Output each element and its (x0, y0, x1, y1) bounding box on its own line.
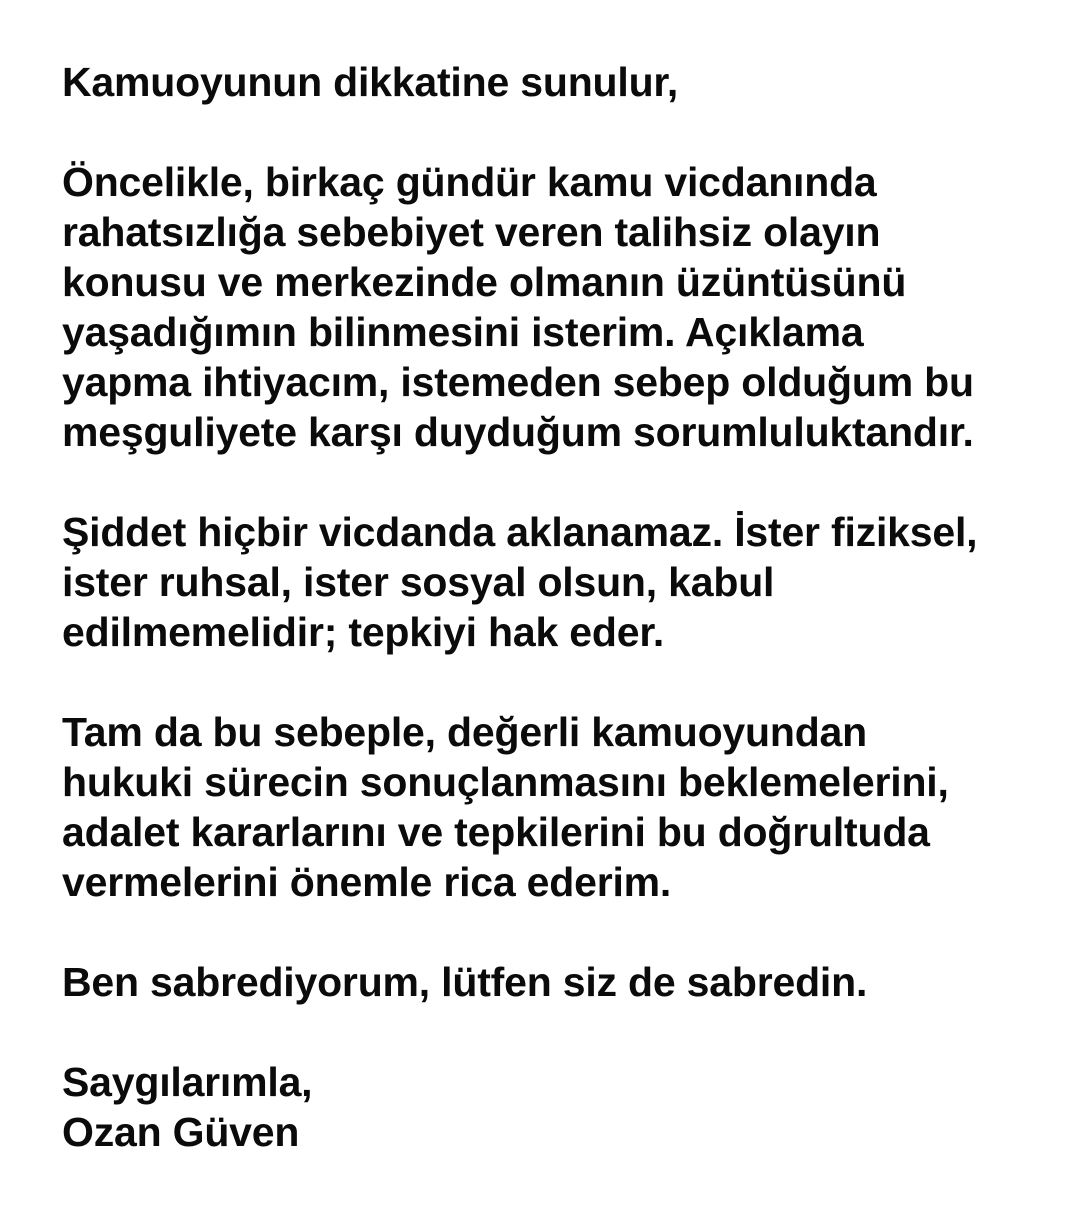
text-line: Şiddet hiçbir vicdanda aklanamaz. İster fiziksel, (62, 509, 978, 555)
signature-block (62, 1057, 1060, 1157)
statement-paragraph-patience (62, 957, 1060, 1007)
text-line: Öncelikle, birkaç gündür kamu vicdanında (62, 159, 877, 205)
text-line: ister ruhsal, ister sosyal olsun, kabul (62, 559, 775, 605)
salutation (62, 57, 1060, 107)
text-line: Ben sabrediyorum, lütfen siz de sabredin. (62, 959, 868, 1005)
statement-paragraph-intro (62, 157, 1060, 457)
text-line: vermelerini önemle rica ederim. (62, 859, 672, 905)
text-line: konusu ve merkezinde olmanın üzüntüsünü (62, 259, 907, 305)
text-line: yaşadığımın bilinmesini isterim. Açıklama (62, 309, 864, 355)
statement-paragraph-violence (62, 507, 1060, 657)
text-line: yapma ihtiyacım, istemeden sebep olduğum bu (62, 359, 974, 405)
text-line: hukuki sürecin sonuçlanmasını beklemelerini, (62, 759, 949, 805)
salutation-line: Kamuoyunun dikkatine sunulur, (62, 59, 679, 105)
text-line: adalet kararlarını ve tepkilerini bu doğrultuda (62, 809, 930, 855)
text-line: meşguliyete karşı duyduğum sorumluluktandır. (62, 409, 974, 455)
statement-paragraph-request (62, 707, 1060, 907)
text-line: Tam da bu sebeple, değerli kamuoyundan (62, 709, 867, 755)
text-line: edilmemelidir; tepkiyi hak eder. (62, 609, 665, 655)
text-line: rahatsızlığa sebebiyet veren talihsiz olayın (62, 209, 881, 255)
signature-name: Ozan Güven (62, 1109, 300, 1155)
closing-line: Saygılarımla, (62, 1059, 313, 1105)
